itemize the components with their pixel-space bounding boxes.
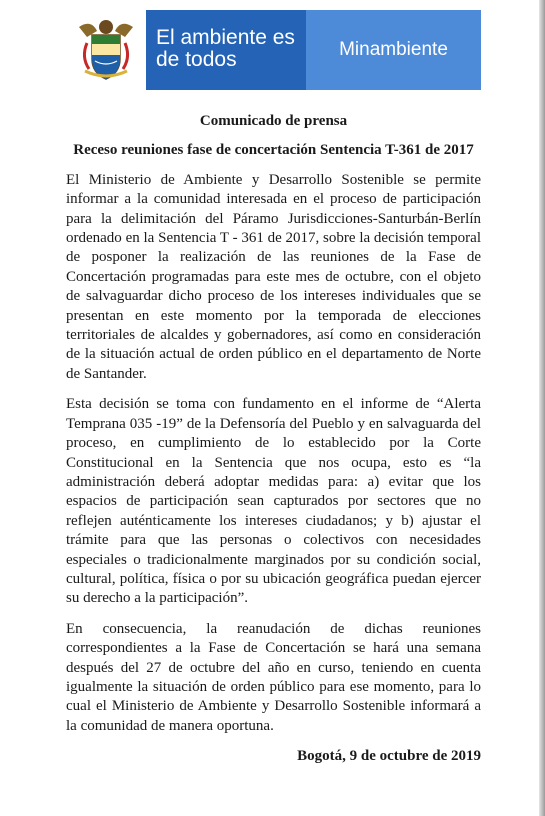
page-edge-shadow xyxy=(539,0,545,816)
document-kicker: Comunicado de prensa xyxy=(199,113,348,129)
coat-of-arms-icon xyxy=(75,17,137,83)
ministry-name: Minambiente xyxy=(306,10,481,90)
place-date-signoff: Bogotá, 9 de octubre de 2019 xyxy=(297,748,481,765)
body-paragraph-3: En consecuencia, la reanudación de dichas reuniones correspondientes a la Fase de Concertación se hará una semana después del 27 de octubre del año en curso, teniendo en cuenta igualmente la situación de orden público para ese momento, para lo cual el Ministerio de Ambiente y Desarrollo Sostenible informará a la comunidad de manera oportuna. xyxy=(66,620,481,734)
press-release xyxy=(66,112,481,767)
body-paragraph-2: Esta decisión se toma con fundamento en el informe de “Alerta Temprana 035 -19” de la Defensoría del Pueblo y en salvaguarda del proceso, en cumplimiento de lo establecido por la Corte Constitucional en la Sentencia que nos ocupa, esto es “la administración deberá adoptar medidas para: a) evitar que los espacios de participación sean capturados por sectores que no reflejen auténticamente los intereses ciudadanos; y b) ajustar el trámite para que las personas o colectivos con necesidades especiales o tradicionalmente marginados por su condición social, cultural, política, física o por su ubicación geográfica puedan ejercer su derecho a la participación”. xyxy=(66,396,481,607)
slogan: El ambiente es de todos xyxy=(146,10,306,90)
header-banner xyxy=(66,10,481,90)
coat-of-arms-logo xyxy=(66,10,146,90)
document-title: Receso reuniones fase de concertación Sentencia T-361 de 2017 xyxy=(73,142,474,159)
body-paragraph-1: El Ministerio de Ambiente y Desarrollo Sostenible se permite informar a la comunidad interesada en el proceso de participación para la delimitación del Páramo Jurisdicciones-Santurbán-Berlín ordenado en la Sentencia T - 361 de 2017, sobre la decisión temporal de posponer la realización de las reuniones de la Fase de Concertación programadas para este mes de octubre, con el objeto de salvaguardar dicho proceso de los intereses individuales que se presentan en este momento por la temporada de elecciones territoriales de alcaldes y gobernadores, así como en consideración de la situación actual de orden público en el departamento de Norte de Santander. xyxy=(66,171,481,382)
